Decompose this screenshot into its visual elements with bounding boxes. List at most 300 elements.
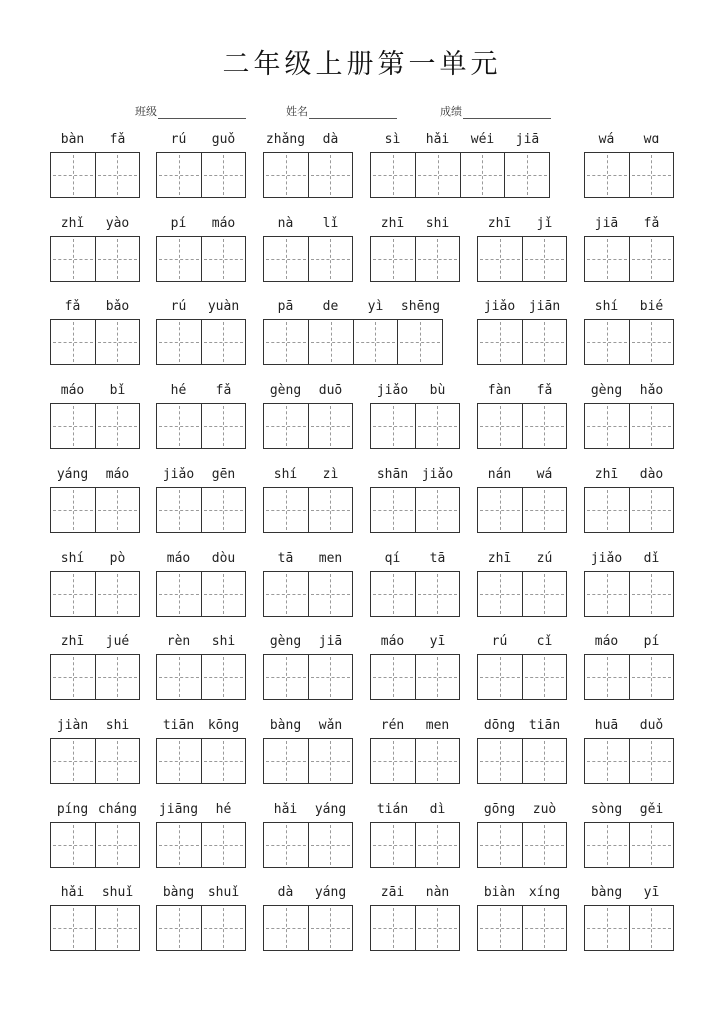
writing-box-group — [477, 654, 567, 700]
cell-guide-vertical — [437, 239, 438, 279]
tian-zi-ge-cell[interactable] — [264, 572, 308, 616]
cell-guide-vertical — [223, 908, 224, 948]
pinyin-syllable: rú — [170, 132, 187, 147]
writing-box-group — [584, 822, 674, 868]
pinyin-syllable: bàng — [590, 885, 623, 901]
tian-zi-ge-cell[interactable] — [415, 655, 460, 699]
pinyin-syllable: biàn — [483, 885, 516, 901]
tian-zi-ge-cell[interactable] — [157, 823, 201, 867]
tian-zi-ge-cell[interactable] — [264, 823, 308, 867]
tian-zi-ge-cell[interactable] — [157, 237, 201, 281]
tian-zi-ge-cell[interactable] — [478, 655, 522, 699]
tian-zi-ge-cell[interactable] — [522, 823, 567, 867]
cell-guide-vertical — [223, 574, 224, 614]
tian-zi-ge-cell[interactable] — [415, 488, 460, 532]
pinyin-syllable: rén — [380, 717, 405, 733]
cell-guide-vertical — [286, 741, 287, 781]
pinyin-syllable: bàn — [60, 132, 85, 147]
cell-guide-vertical — [179, 155, 180, 195]
tian-zi-ge-cell[interactable] — [95, 488, 140, 532]
pinyin-syllable: kōng — [207, 717, 240, 733]
tian-zi-ge-cell[interactable] — [478, 906, 522, 950]
tian-zi-ge-cell[interactable] — [504, 153, 549, 197]
score-label: 成绩 — [440, 105, 462, 118]
pinyin-syllable: zhī — [60, 634, 85, 650]
writing-box-group — [477, 905, 567, 951]
tian-zi-ge-cell[interactable] — [522, 906, 567, 950]
word-item — [263, 884, 353, 951]
cell-guide-vertical — [607, 574, 608, 614]
writing-box-group — [370, 236, 460, 282]
pinyin-syllable: wá — [536, 466, 553, 482]
pinyin-syllable: wɑ — [643, 132, 660, 147]
pinyin-row — [263, 633, 353, 651]
cell-guide-vertical — [286, 490, 287, 530]
pinyin-syllable: gèng — [590, 383, 623, 399]
tian-zi-ge-cell[interactable] — [264, 404, 308, 448]
tian-zi-ge-cell[interactable] — [264, 320, 308, 364]
tian-zi-ge-cell[interactable] — [522, 404, 567, 448]
tian-zi-ge-cell[interactable] — [585, 320, 629, 364]
cell-guide-vertical — [438, 155, 439, 195]
cell-guide-vertical — [437, 825, 438, 865]
word-item — [370, 884, 460, 951]
pinyin-syllable: zhǎng — [265, 132, 306, 147]
tian-zi-ge-cell[interactable] — [371, 488, 415, 532]
cell-guide-vertical — [117, 741, 118, 781]
pinyin-syllable: zhī — [487, 550, 512, 566]
tian-zi-ge-cell[interactable] — [478, 488, 522, 532]
cell-guide-vertical — [286, 155, 287, 195]
cell-guide-vertical — [223, 155, 224, 195]
pinyin-syllable: huā — [594, 717, 619, 733]
pinyin-syllable: jǐ — [536, 215, 553, 231]
cell-guide-vertical — [500, 657, 501, 697]
tian-zi-ge-cell[interactable] — [308, 906, 353, 950]
writing-box-group — [584, 487, 674, 533]
tian-zi-ge-cell[interactable] — [95, 906, 140, 950]
cell-guide-vertical — [607, 908, 608, 948]
pinyin-row — [584, 717, 674, 735]
pinyin-syllable: dào — [639, 466, 664, 482]
tian-zi-ge-cell[interactable] — [201, 655, 246, 699]
tian-zi-ge-cell[interactable] — [157, 572, 201, 616]
tian-zi-ge-cell[interactable] — [201, 906, 246, 950]
tian-zi-ge-cell[interactable] — [371, 237, 415, 281]
cell-guide-vertical — [527, 155, 528, 195]
writing-box-group — [370, 152, 550, 198]
word-item — [584, 801, 674, 868]
tian-zi-ge-cell[interactable] — [95, 404, 140, 448]
pinyin-row — [50, 633, 140, 651]
pinyin-syllable: gēn — [211, 466, 236, 482]
tian-zi-ge-cell[interactable] — [51, 906, 95, 950]
pinyin-syllable: dà — [322, 132, 339, 147]
cell-guide-vertical — [500, 741, 501, 781]
pinyin-syllable: tiān — [528, 717, 561, 733]
cell-guide-vertical — [651, 741, 652, 781]
tian-zi-ge-cell[interactable] — [201, 237, 246, 281]
pinyin-row — [50, 801, 140, 819]
writing-box-group — [50, 403, 140, 449]
tian-zi-ge-cell[interactable] — [157, 655, 201, 699]
tian-zi-ge-cell[interactable] — [415, 823, 460, 867]
pinyin-row — [50, 215, 140, 233]
word-item — [477, 382, 567, 449]
tian-zi-ge-cell[interactable] — [308, 572, 353, 616]
tian-zi-ge-cell[interactable] — [51, 488, 95, 532]
tian-zi-ge-cell[interactable] — [478, 823, 522, 867]
pinyin-row — [584, 131, 674, 149]
cell-guide-vertical — [330, 155, 331, 195]
writing-box-group — [263, 487, 353, 533]
pinyin-syllable: tā — [277, 550, 294, 566]
pinyin-row — [584, 884, 674, 902]
pinyin-syllable: gěi — [639, 801, 664, 817]
writing-box-group — [584, 738, 674, 784]
tian-zi-ge-cell[interactable] — [353, 320, 398, 364]
tian-zi-ge-cell[interactable] — [522, 237, 567, 281]
tian-zi-ge-cell[interactable] — [308, 655, 353, 699]
pinyin-row — [156, 298, 246, 316]
cell-guide-vertical — [286, 825, 287, 865]
pinyin-syllable: hǎi — [425, 132, 450, 147]
tian-zi-ge-cell[interactable] — [264, 655, 308, 699]
tian-zi-ge-cell[interactable] — [95, 823, 140, 867]
pinyin-row — [370, 466, 460, 484]
tian-zi-ge-cell[interactable] — [585, 488, 629, 532]
cell-guide-vertical — [223, 741, 224, 781]
cell-guide-vertical — [500, 239, 501, 279]
writing-box-group — [263, 571, 353, 617]
writing-box-group — [263, 403, 353, 449]
tian-zi-ge-cell[interactable] — [585, 739, 629, 783]
pinyin-syllable: wá — [598, 132, 615, 147]
tian-zi-ge-cell[interactable] — [371, 739, 415, 783]
pinyin-row — [263, 215, 353, 233]
tian-zi-ge-cell[interactable] — [585, 906, 629, 950]
word-item — [50, 466, 140, 533]
tian-zi-ge-cell[interactable] — [201, 572, 246, 616]
tian-zi-ge-cell[interactable] — [308, 320, 353, 364]
tian-zi-ge-cell[interactable] — [522, 488, 567, 532]
tian-zi-ge-cell[interactable] — [585, 823, 629, 867]
pinyin-syllable: tiān — [162, 717, 195, 733]
tian-zi-ge-cell[interactable] — [415, 739, 460, 783]
tian-zi-ge-cell[interactable] — [585, 153, 629, 197]
pinyin-syllable: zhǐ — [60, 215, 85, 231]
cell-guide-vertical — [179, 574, 180, 614]
cell-guide-vertical — [223, 239, 224, 279]
pinyin-row — [50, 466, 140, 484]
tian-zi-ge-cell[interactable] — [51, 320, 95, 364]
pinyin-syllable: jué — [105, 634, 130, 650]
writing-box-group — [370, 487, 460, 533]
word-item — [263, 633, 353, 700]
tian-zi-ge-cell[interactable] — [629, 572, 674, 616]
cell-guide-vertical — [437, 657, 438, 697]
writing-box-group — [477, 822, 567, 868]
word-item — [263, 466, 353, 533]
tian-zi-ge-cell[interactable] — [629, 655, 674, 699]
tian-zi-ge-cell[interactable] — [371, 572, 415, 616]
writing-box-group — [156, 403, 246, 449]
tian-zi-ge-cell[interactable] — [51, 404, 95, 448]
cell-guide-vertical — [117, 155, 118, 195]
pinyin-row — [370, 717, 460, 735]
tian-zi-ge-cell[interactable] — [264, 153, 308, 197]
pinyin-syllable: wǎn — [318, 717, 343, 733]
tian-zi-ge-cell[interactable] — [308, 823, 353, 867]
class-label: 班级 — [135, 105, 157, 118]
cell-guide-vertical — [179, 322, 180, 362]
word-item — [263, 550, 353, 617]
pinyin-row — [263, 131, 353, 149]
tian-zi-ge-cell[interactable] — [95, 572, 140, 616]
cell-guide-vertical — [73, 574, 74, 614]
tian-zi-ge-cell[interactable] — [415, 906, 460, 950]
tian-zi-ge-cell[interactable] — [157, 906, 201, 950]
word-item — [156, 550, 246, 617]
tian-zi-ge-cell[interactable] — [478, 572, 522, 616]
word-item — [263, 382, 353, 449]
cell-guide-vertical — [651, 908, 652, 948]
pinyin-syllable: zhī — [594, 466, 619, 482]
writing-box-group — [156, 487, 246, 533]
tian-zi-ge-cell[interactable] — [201, 488, 246, 532]
cell-guide-vertical — [117, 657, 118, 697]
tian-zi-ge-cell[interactable] — [201, 153, 246, 197]
writing-box-group — [156, 738, 246, 784]
pinyin-row — [477, 633, 567, 651]
pinyin-syllable: wéi — [470, 132, 495, 147]
tian-zi-ge-cell[interactable] — [629, 237, 674, 281]
word-item — [584, 131, 674, 198]
tian-zi-ge-cell[interactable] — [51, 739, 95, 783]
tian-zi-ge-cell[interactable] — [522, 320, 567, 364]
pinyin-syllable: rú — [170, 299, 187, 315]
cell-guide-vertical — [179, 239, 180, 279]
word-item — [263, 298, 443, 365]
pinyin-syllable: jiā — [318, 634, 343, 650]
cell-guide-vertical — [286, 406, 287, 446]
tian-zi-ge-cell[interactable] — [308, 488, 353, 532]
pinyin-syllable: shi — [105, 717, 130, 733]
cell-guide-vertical — [117, 574, 118, 614]
word-item — [50, 633, 140, 700]
tian-zi-ge-cell[interactable] — [51, 823, 95, 867]
tian-zi-ge-cell[interactable] — [95, 655, 140, 699]
pinyin-syllable: bàng — [162, 885, 195, 901]
tian-zi-ge-cell[interactable] — [478, 320, 522, 364]
word-item — [156, 466, 246, 533]
tian-zi-ge-cell[interactable] — [585, 655, 629, 699]
pinyin-row — [263, 298, 443, 316]
pinyin-syllable: zhī — [380, 215, 405, 231]
cell-guide-vertical — [117, 322, 118, 362]
tian-zi-ge-cell[interactable] — [371, 404, 415, 448]
word-item — [477, 633, 567, 700]
cell-guide-vertical — [607, 155, 608, 195]
pinyin-syllable: jiǎo — [162, 466, 195, 482]
pinyin-syllable: hǎi — [60, 885, 85, 901]
tian-zi-ge-cell[interactable] — [308, 404, 353, 448]
cell-guide-vertical — [223, 490, 224, 530]
cell-guide-vertical — [544, 908, 545, 948]
tian-zi-ge-cell[interactable] — [415, 404, 460, 448]
tian-zi-ge-cell[interactable] — [95, 153, 140, 197]
tian-zi-ge-cell[interactable] — [157, 488, 201, 532]
tian-zi-ge-cell[interactable] — [629, 488, 674, 532]
tian-zi-ge-cell[interactable] — [585, 237, 629, 281]
tian-zi-ge-cell[interactable] — [51, 153, 95, 197]
tian-zi-ge-cell[interactable] — [51, 237, 95, 281]
tian-zi-ge-cell[interactable] — [629, 320, 674, 364]
tian-zi-ge-cell[interactable] — [264, 739, 308, 783]
writing-box-group — [50, 236, 140, 282]
writing-box-group — [370, 905, 460, 951]
tian-zi-ge-cell[interactable] — [629, 739, 674, 783]
tian-zi-ge-cell[interactable] — [95, 320, 140, 364]
tian-zi-ge-cell[interactable] — [371, 153, 415, 197]
word-item — [263, 717, 353, 784]
tian-zi-ge-cell[interactable] — [264, 237, 308, 281]
cell-guide-vertical — [73, 406, 74, 446]
writing-box-group — [50, 654, 140, 700]
word-item — [584, 215, 674, 282]
tian-zi-ge-cell[interactable] — [157, 320, 201, 364]
tian-zi-ge-cell[interactable] — [371, 655, 415, 699]
tian-zi-ge-cell[interactable] — [308, 237, 353, 281]
tian-zi-ge-cell[interactable] — [585, 404, 629, 448]
pinyin-row — [584, 298, 674, 316]
cell-guide-vertical — [117, 908, 118, 948]
tian-zi-ge-cell[interactable] — [478, 237, 522, 281]
pinyin-row — [156, 215, 246, 233]
tian-zi-ge-cell[interactable] — [201, 320, 246, 364]
pinyin-syllable: shi — [425, 215, 450, 231]
cell-guide-vertical — [73, 741, 74, 781]
cell-guide-vertical — [73, 155, 74, 195]
tian-zi-ge-cell[interactable] — [201, 739, 246, 783]
cell-guide-vertical — [544, 741, 545, 781]
pinyin-syllable: shí — [60, 550, 85, 566]
tian-zi-ge-cell[interactable] — [397, 320, 442, 364]
tian-zi-ge-cell[interactable] — [308, 739, 353, 783]
word-item — [370, 131, 550, 198]
tian-zi-ge-cell[interactable] — [522, 739, 567, 783]
tian-zi-ge-cell[interactable] — [522, 572, 567, 616]
tian-zi-ge-cell[interactable] — [371, 906, 415, 950]
word-item — [370, 717, 460, 784]
tian-zi-ge-cell[interactable] — [629, 823, 674, 867]
tian-zi-ge-cell[interactable] — [478, 404, 522, 448]
pinyin-row — [263, 550, 353, 568]
tian-zi-ge-cell[interactable] — [585, 572, 629, 616]
pinyin-syllable: shí — [273, 466, 298, 482]
writing-box-group — [156, 571, 246, 617]
tian-zi-ge-cell[interactable] — [264, 488, 308, 532]
cell-guide-vertical — [330, 239, 331, 279]
cell-guide-vertical — [330, 908, 331, 948]
pinyin-syllable: máo — [380, 634, 405, 650]
cell-guide-vertical — [73, 239, 74, 279]
tian-zi-ge-cell[interactable] — [629, 906, 674, 950]
pinyin-row — [584, 801, 674, 819]
pinyin-syllable: píng — [56, 801, 89, 817]
pinyin-row — [50, 298, 140, 316]
pinyin-syllable: jiāng — [158, 801, 199, 817]
pinyin-syllable: yáng — [314, 801, 347, 817]
writing-box-group — [156, 236, 246, 282]
tian-zi-ge-cell[interactable] — [371, 823, 415, 867]
pinyin-row — [50, 382, 140, 400]
tian-zi-ge-cell[interactable] — [415, 153, 460, 197]
tian-zi-ge-cell[interactable] — [308, 153, 353, 197]
tian-zi-ge-cell[interactable] — [478, 739, 522, 783]
writing-box-group — [584, 152, 674, 198]
pinyin-syllable: yuàn — [207, 299, 240, 315]
cell-guide-vertical — [223, 825, 224, 865]
tian-zi-ge-cell[interactable] — [95, 237, 140, 281]
cell-guide-vertical — [393, 657, 394, 697]
cell-guide-vertical — [117, 239, 118, 279]
pinyin-row — [584, 550, 674, 568]
tian-zi-ge-cell[interactable] — [460, 153, 505, 197]
cell-guide-vertical — [651, 657, 652, 697]
word-item — [370, 215, 460, 282]
tian-zi-ge-cell[interactable] — [415, 572, 460, 616]
word-item — [584, 717, 674, 784]
pinyin-syllable: zāi — [380, 885, 405, 901]
tian-zi-ge-cell[interactable] — [157, 739, 201, 783]
word-item — [370, 466, 460, 533]
cell-guide-vertical — [330, 741, 331, 781]
tian-zi-ge-cell[interactable] — [201, 404, 246, 448]
writing-box-group — [50, 487, 140, 533]
word-item — [156, 131, 246, 198]
pinyin-syllable: jiǎo — [376, 383, 409, 399]
writing-box-group — [263, 654, 353, 700]
pinyin-row — [370, 131, 550, 149]
writing-box-group — [477, 738, 567, 784]
tian-zi-ge-cell[interactable] — [522, 655, 567, 699]
pinyin-row — [584, 215, 674, 233]
word-item — [50, 298, 140, 365]
pinyin-syllable: bǎo — [105, 299, 130, 315]
pinyin-syllable: zú — [536, 550, 553, 566]
tian-zi-ge-cell[interactable] — [264, 906, 308, 950]
tian-zi-ge-cell[interactable] — [201, 823, 246, 867]
word-item — [584, 298, 674, 365]
word-item — [50, 215, 140, 282]
cell-guide-vertical — [73, 490, 74, 530]
cell-guide-vertical — [179, 490, 180, 530]
writing-box-group — [477, 487, 567, 533]
tian-zi-ge-cell[interactable] — [95, 739, 140, 783]
tian-zi-ge-cell[interactable] — [157, 153, 201, 197]
tian-zi-ge-cell[interactable] — [157, 404, 201, 448]
tian-zi-ge-cell[interactable] — [629, 404, 674, 448]
tian-zi-ge-cell[interactable] — [51, 572, 95, 616]
pinyin-syllable: dōng — [483, 717, 516, 733]
cell-guide-vertical — [73, 322, 74, 362]
cell-guide-vertical — [393, 574, 394, 614]
tian-zi-ge-cell[interactable] — [51, 655, 95, 699]
pinyin-row — [477, 884, 567, 902]
tian-zi-ge-cell[interactable] — [629, 153, 674, 197]
tian-zi-ge-cell[interactable] — [415, 237, 460, 281]
